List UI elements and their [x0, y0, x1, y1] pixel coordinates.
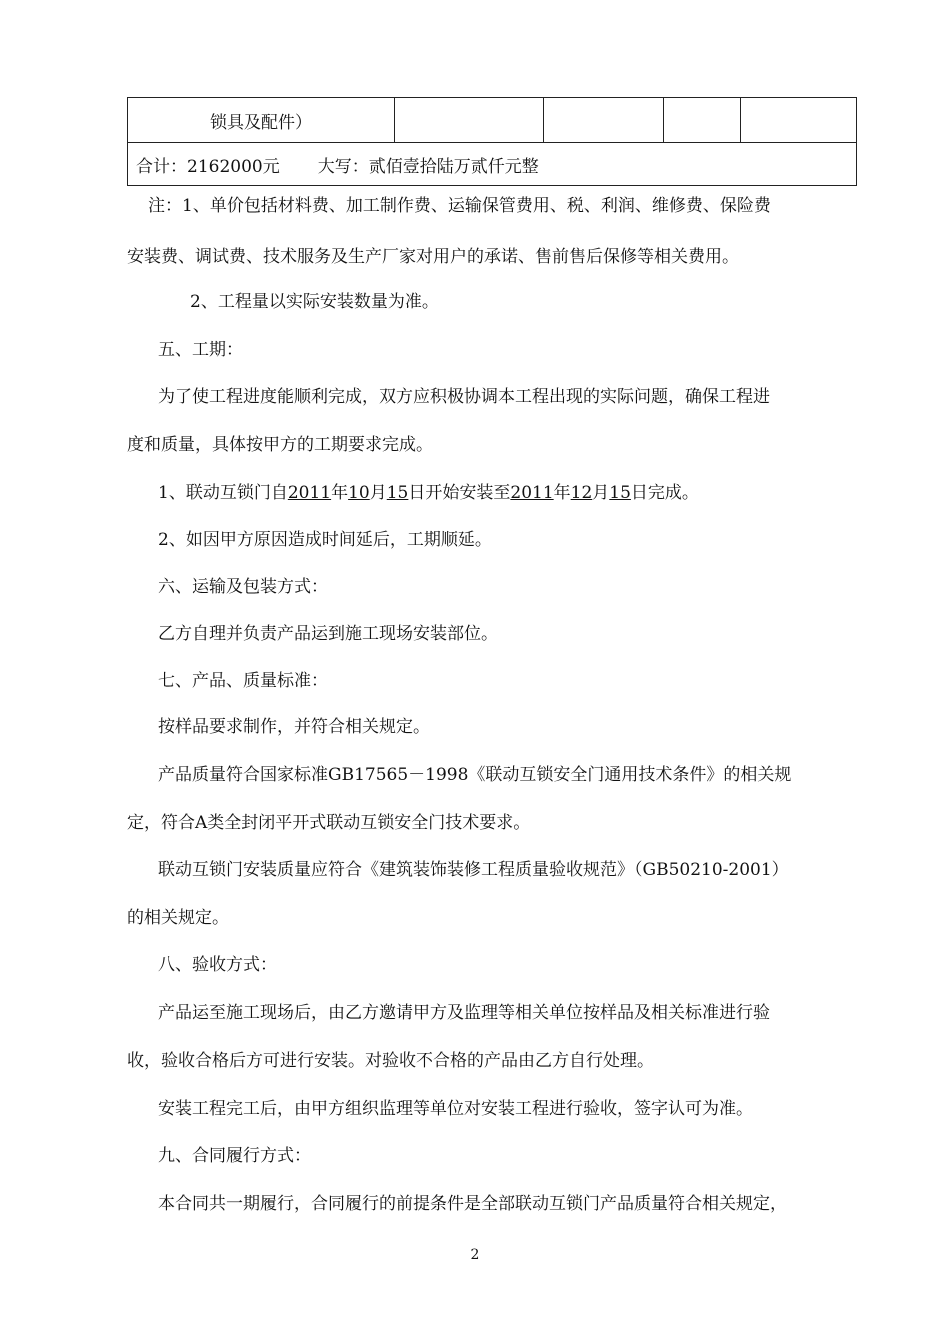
section-heading-5: 五、工期：: [158, 340, 243, 360]
table-row: [128, 98, 857, 143]
schedule-line: [158, 478, 699, 503]
start-year: 2011: [287, 483, 332, 503]
section-heading-9: 九、合同履行方式：: [158, 1146, 311, 1166]
end-year: 2011: [510, 483, 554, 503]
note-item-2: 2、工程量以实际安装数量为准。: [190, 292, 439, 312]
paragraph-line: 安装工程完工后，由甲方组织监理等单位对安装工程进行验收，签字认可为准。: [158, 1099, 753, 1119]
schedule-text: 1、联动互锁门自: [158, 483, 288, 503]
schedule-text: 月: [592, 483, 610, 503]
paragraph-line: 产品运至施工现场后，由乙方邀请甲方及监理等相关单位按样品及相关标准进行验: [158, 1003, 770, 1023]
total-amount: 合计：2162000元: [136, 156, 280, 177]
paragraph-line: 收，验收合格后方可进行安装。对验收不合格的产品由乙方自行处理。: [127, 1051, 654, 1071]
page-number: 2: [470, 1247, 480, 1263]
note-line-2: 安装费、调试费、技术服务及生产厂家对用户的承诺、售前售后保修等相关费用。: [127, 247, 739, 267]
paragraph-line: 度和质量，具体按甲方的工期要求完成。: [127, 435, 433, 455]
section-heading-6: 六、运输及包装方式：: [158, 577, 328, 597]
end-day: 15: [609, 483, 631, 503]
table-cell: [664, 98, 741, 143]
note-line-1: 注：1、单价包括材料费、加工制作费、运输保管费用、税、利润、维修费、保险费: [148, 196, 771, 216]
schedule-text: 年: [331, 483, 349, 503]
paragraph-line: 联动互锁门安装质量应符合《建筑装饰装修工程质量验收规范》（GB50210-2001）: [158, 860, 789, 880]
table-cell: [544, 98, 664, 143]
paragraph-line: 2、如因甲方原因造成时间延后，工期顺延。: [158, 530, 492, 550]
paragraph-line: 定，符合A类全封闭平开式联动互锁安全门技术要求。: [127, 813, 531, 833]
paragraph-line: 产品质量符合国家标准GB17565－1998《联动互锁安全门通用技术条件》的相关规: [158, 765, 792, 785]
total-cell: [128, 143, 857, 186]
paragraph-line: 乙方自理并负责产品运到施工现场安装部位。: [158, 624, 498, 644]
section-heading-7: 七、产品、质量标准：: [158, 671, 328, 691]
schedule-text: 日完成。: [630, 483, 699, 503]
start-month: 10: [348, 483, 370, 503]
start-day: 15: [386, 483, 409, 503]
end-month: 12: [570, 483, 593, 503]
fee-table: [127, 97, 857, 186]
section-heading-8: 八、验收方式：: [158, 955, 277, 975]
total-capital: 大写：贰佰壹拾陆万贰仟元整: [317, 156, 539, 177]
total-row: [128, 143, 857, 186]
paragraph-line: 的相关规定。: [127, 908, 229, 928]
item-cell: 锁具及配件）: [128, 98, 395, 143]
paragraph-line: 为了使工程进度能顺利完成，双方应积极协调本工程出现的实际问题，确保工程进: [158, 387, 770, 407]
table-cell: [741, 98, 857, 143]
paragraph-line: 按样品要求制作，并符合相关规定。: [158, 717, 430, 737]
schedule-text: 日开始安装至: [408, 483, 511, 503]
table-cell: [395, 98, 544, 143]
schedule-text: 月: [369, 483, 387, 503]
paragraph-line: 本合同共一期履行，合同履行的前提条件是全部联动互锁门产品质量符合相关规定，: [158, 1194, 787, 1214]
schedule-text: 年: [553, 483, 571, 503]
